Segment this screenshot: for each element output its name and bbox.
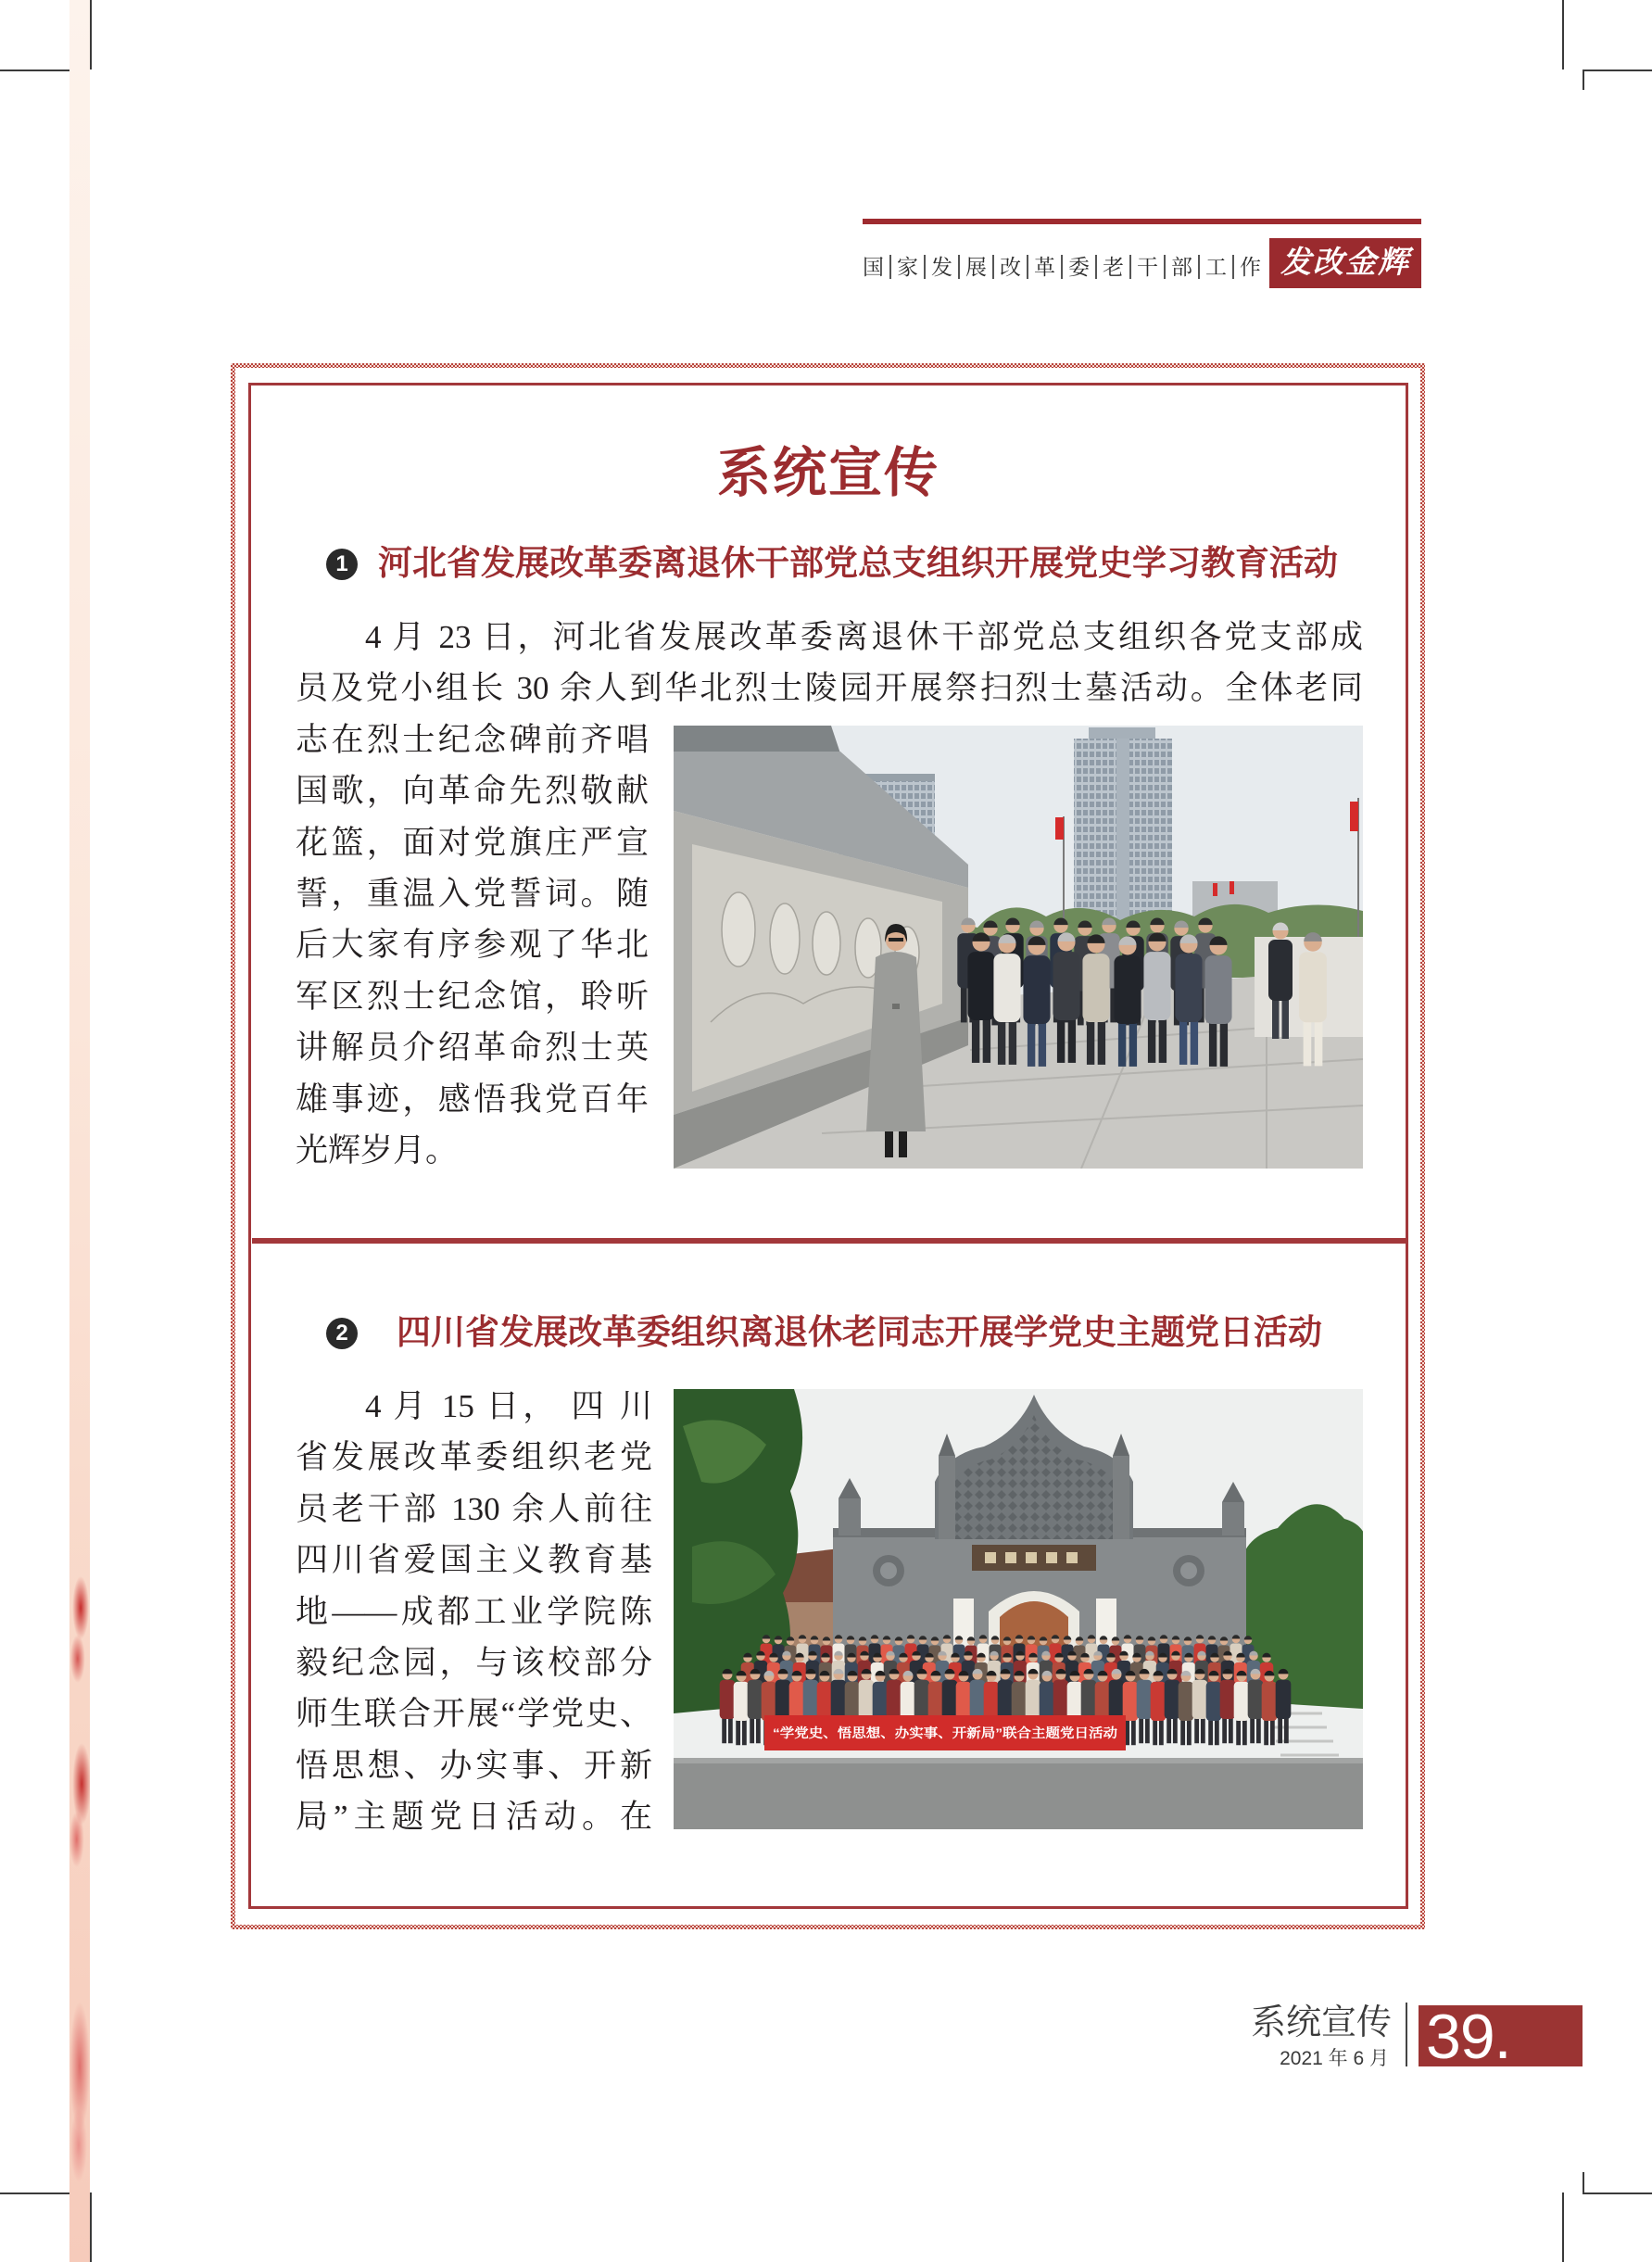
org-char: 老: [1095, 255, 1129, 279]
article-heading: 河北省发展改革委离退休干部党总支组织开展党史学习教育活动: [378, 545, 1338, 583]
org-char: 部: [1164, 255, 1198, 279]
paragraph-line: 四川省爱国主义教育基: [296, 1542, 652, 1579]
paragraph-line: 师生联合开展“学党史、: [296, 1696, 652, 1733]
banner-text: “学党史、悟思想、办实事、开新局”联合主题党日活动: [773, 1725, 1117, 1740]
footer-issue-date: 2021 年 6 月: [1280, 2048, 1389, 2069]
paragraph-line: 志在烈士纪念碑前齐唱: [296, 721, 649, 758]
article-body: [296, 1381, 652, 1843]
crop-mark-top-right-v: [1562, 0, 1564, 70]
header-rule: [863, 219, 1421, 224]
paragraph-line: 4 月 23 日，河北省发展改革委离退休干部党总支组织各党支部成: [365, 619, 1363, 655]
paragraph-line: 地——成都工业学院陈: [296, 1593, 652, 1630]
paragraph-line: 花篮，面对党旗庄严宣: [296, 824, 649, 861]
footer-separator: [1406, 2003, 1407, 2066]
header-org-name: [863, 254, 1267, 280]
paragraph-line: 4 月 15 日， 四 川: [365, 1388, 652, 1424]
paragraph-line: 局”主题党日活动。在: [296, 1799, 652, 1836]
photo-martyrs-memorial: [674, 726, 1363, 1169]
org-char: 作: [1232, 255, 1267, 279]
paragraph-line: 光辉岁月。: [296, 1131, 459, 1169]
crop-mark-bottom-right-v: [1562, 2192, 1564, 2262]
org-char: 发: [924, 255, 958, 279]
tall-office-building: [1074, 727, 1172, 933]
paragraph-line: 讲解员介绍革命烈士英: [296, 1030, 649, 1067]
paragraph-line: 雄事迹，感悟我党百年: [296, 1080, 649, 1118]
article-divider: [252, 1238, 1406, 1244]
section-title: 系统宣传: [716, 443, 939, 503]
paragraph-line: 员老干部 130 余人前往: [296, 1490, 652, 1527]
article-heading: 四川省发展改革委组织离退休老同志开展学党史主题党日活动: [397, 1314, 1322, 1352]
org-char: 展: [958, 255, 992, 279]
paragraph-line: 军区烈士纪念馆，聆听: [296, 978, 649, 1015]
org-char: 委: [1061, 255, 1095, 279]
org-char: 改: [992, 255, 1027, 279]
paragraph-line: 誓，重温入党誓词。随: [296, 875, 649, 912]
decorative-side-strip: [69, 0, 90, 2262]
crop-mark-bottom-left-h: [0, 2192, 69, 2194]
article-number-badge: 2: [326, 1318, 358, 1349]
article-number-badge: 1: [326, 549, 358, 580]
org-char: 家: [889, 255, 924, 279]
page-number: 39.: [1419, 2005, 1583, 2066]
org-char: 工: [1198, 255, 1232, 279]
paragraph-line: 员及党小组长 30 余人到华北烈士陵园开展祭扫烈士墓活动。全体老同: [296, 670, 1363, 707]
org-char: 革: [1027, 255, 1061, 279]
photo-memorial-gate-group: [674, 1389, 1363, 1829]
footer-section-name: 系统宣传: [1250, 2003, 1392, 2042]
crop-mark-bottom-left-v: [90, 2192, 92, 2262]
pavement: [674, 1758, 1363, 1829]
paragraph-line: 国歌，向革命先烈敬献: [296, 773, 649, 810]
crop-mark-bottom-right-h: [1583, 2192, 1652, 2194]
crop-mark-top-left-v: [90, 0, 92, 70]
paragraph-line: 后大家有序参观了华北: [296, 927, 649, 964]
crop-mark-top-right-h: [1583, 70, 1652, 71]
paragraph-line: 毅纪念园，与该校部分: [296, 1644, 652, 1681]
red-banner: [764, 1715, 1126, 1750]
paragraph-line: 悟思想、办实事、开新: [296, 1747, 652, 1784]
crop-mark-bottom-right-v2: [1583, 2172, 1584, 2192]
column-badge: 发改金辉: [1269, 238, 1421, 288]
paragraph-line: 省发展改革委组织老党: [296, 1439, 652, 1476]
org-char: 干: [1129, 255, 1164, 279]
crop-mark-top-right-v2: [1583, 70, 1584, 90]
org-char: 国: [863, 255, 884, 279]
crop-mark-top-left-h: [0, 70, 69, 71]
